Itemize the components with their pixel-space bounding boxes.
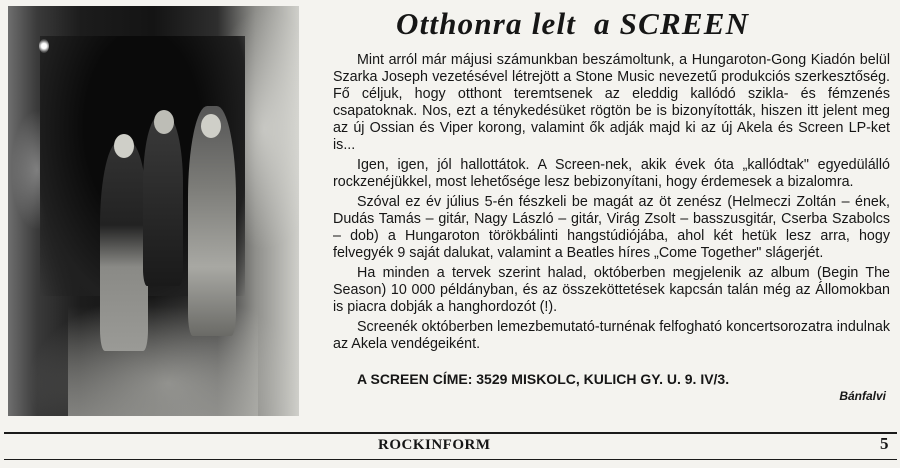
footer-divider: [4, 432, 897, 434]
band-address: A SCREEN CÍME: 3529 MISKOLC, KULICH GY. U. 9. IV/3.: [357, 371, 730, 387]
band-member-head: [114, 134, 134, 158]
article-paragraph: Szóval ez év július 5-én fészkeli be magát az öt zenész (Helmeczi Zoltán – ének, Dudás Tamás – gitár, Nagy László – gitár, Virág Zsolt – basszusgitár, Cserba Szabolcs – dob) a Hungaroton törökbálinti hangstúdiójába, ahol két hetük lesz arra, hogy felvegyék 9 saját dalukat, valamint a Beatles híres „Come Together" slágerjét.: [333, 194, 890, 261]
footer-bottom-rule: [4, 459, 897, 460]
band-member-figure: [188, 106, 236, 336]
band-member-head: [154, 110, 174, 134]
article-paragraph: Mint arról már májusi számunkban beszámoltunk, a Hungaroton-Gong Kiadón belül Szarka Joseph vezetésével létrejött a Stone Music nevezetű produkciós szerkesztőség. Fő céljuk, hogy otthont teremtsenek az eleddig kallódó szikla- és fémzenés csapatoknak. Nos, ezt a ténykedésüket rögtön be is bizonyították, hiszen itt jelent meg az új Ossian és Viper korong, valamint ők adják majd ki az új Akela és Screen LP-ket is...: [333, 52, 890, 153]
article-paragraph: Igen, igen, jól hallottátok. A Screen-nek, akik évek óta „kallódtak" egyedülálló rockzenéjükkel, most lehetősége lesz bebizonyítani, hogy érdemesek a bizalomra.: [333, 157, 890, 190]
page-number: 5: [880, 434, 889, 453]
article-body: [333, 52, 890, 353]
article-title: Otthonra lelt a SCREEN: [396, 6, 750, 41]
band-member-head: [201, 114, 221, 138]
band-member-figure: [100, 141, 148, 351]
article-paragraph: Screenék októberben lemezbemutató-turnénak felfogható koncertsorozatra indulnak az Akela vendégeiként.: [333, 319, 890, 352]
article-paragraph: Ha minden a tervek szerint halad, októberben megjelenik az album (Begin The Season) 10 000 példányban, és az összeköttetések kapcsán talán még az Állomokban is piacra dobják a hanghordozót (!).: [333, 265, 890, 315]
publication-name: ROCKINFORM: [378, 437, 491, 453]
band-member-figure: [143, 116, 183, 286]
band-photo: [8, 6, 299, 416]
author-signature: Bánfalvi: [839, 389, 886, 403]
lamp-light: [39, 39, 49, 53]
